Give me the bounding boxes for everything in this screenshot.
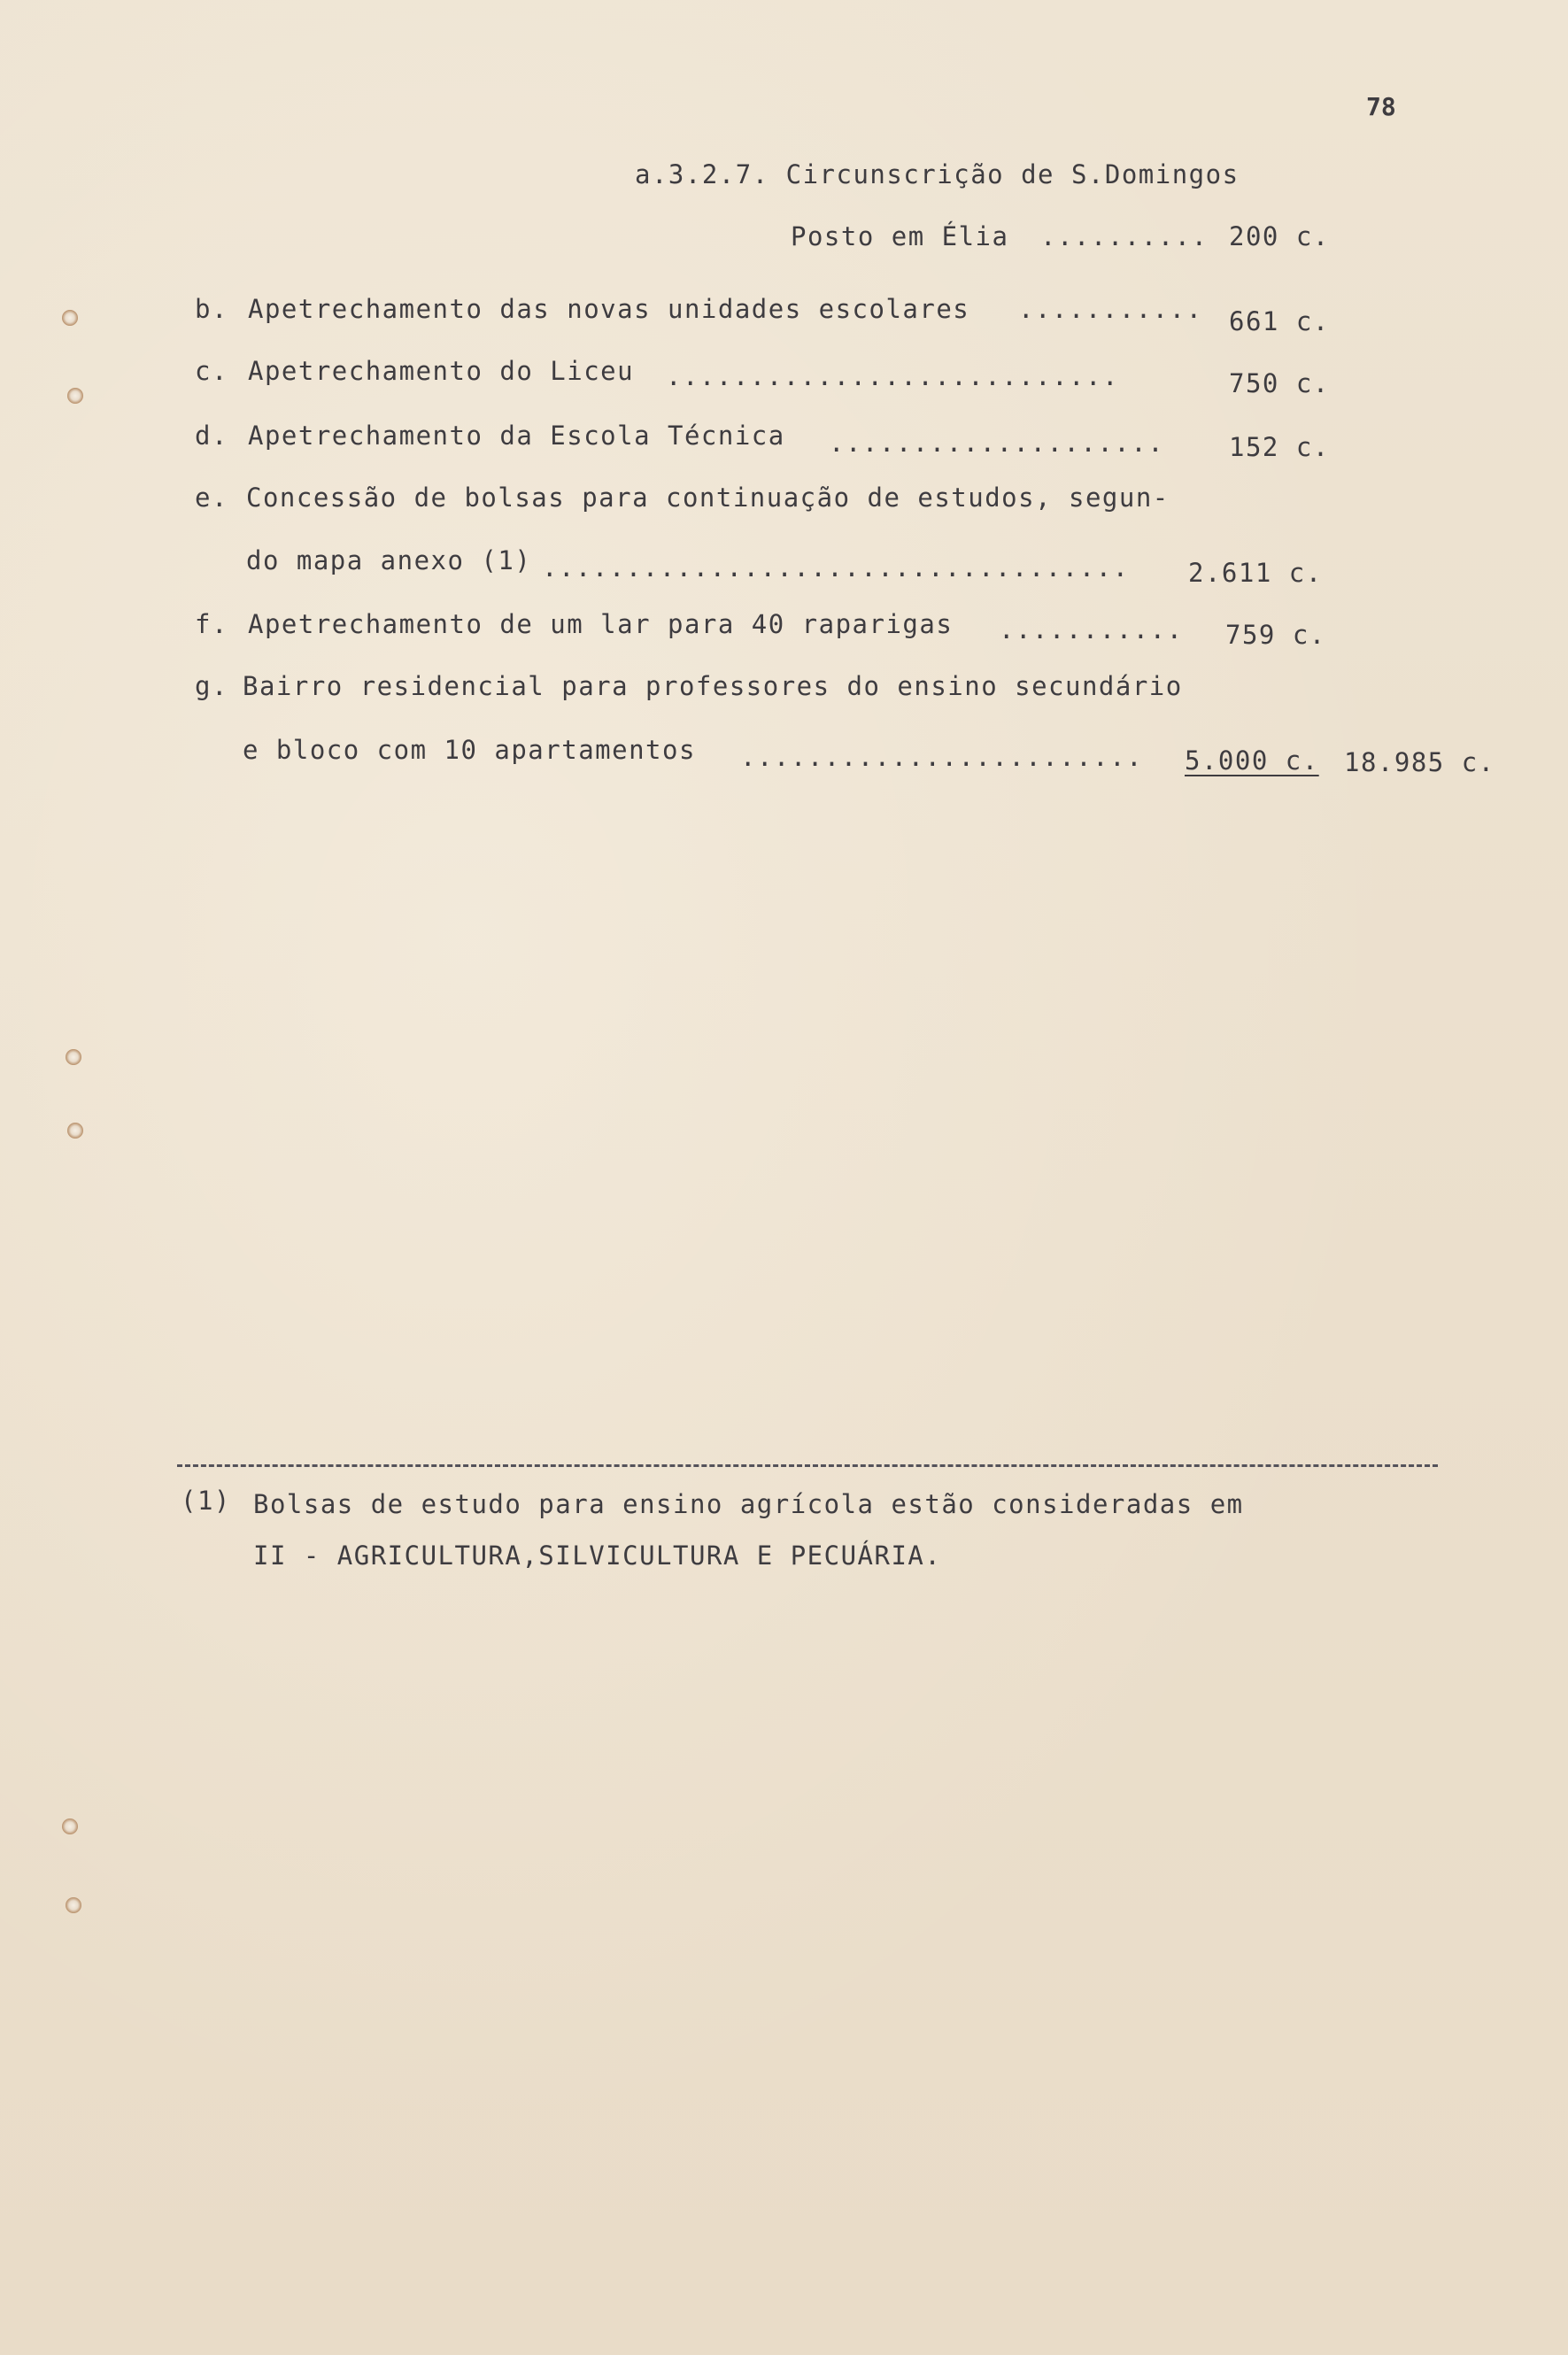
item-leader: ...........: [1018, 294, 1203, 324]
item-label: Apetrechamento das novas unidades escolares: [248, 294, 970, 324]
binding-hole: [66, 1897, 81, 1913]
item-leader: ...................................: [542, 552, 1130, 583]
item-value: 750 c.: [1229, 368, 1330, 398]
item-value: 5.000 c.: [1185, 745, 1319, 776]
item-label-continued: do mapa anexo (1): [246, 545, 532, 575]
item-letter: d.: [195, 421, 228, 451]
item-label: Apetrechamento de um lar para 40 raparigas: [248, 609, 954, 639]
posto-label: Posto em Élia: [791, 221, 1009, 251]
item-label-continued: e bloco com 10 apartamentos: [243, 735, 696, 765]
posto-leader: ..........: [1040, 221, 1209, 251]
item-label: Concessão de bolsas para continuação de estudos, segun-: [246, 483, 1170, 513]
item-letter: c.: [195, 356, 228, 386]
footnote-line-2: II - AGRICULTURA,SILVICULTURA E PECUÁRIA.: [253, 1540, 942, 1571]
binding-hole: [62, 310, 78, 326]
binding-hole: [62, 1818, 78, 1834]
item-leader: ....................: [829, 428, 1165, 458]
binding-hole: [66, 1049, 81, 1065]
item-label: Apetrechamento da Escola Técnica: [248, 421, 785, 451]
item-label: Bairro residencial para professores do ensino secundário: [243, 671, 1183, 701]
binding-hole: [67, 388, 83, 404]
grand-total: 18.985 c.: [1344, 747, 1495, 777]
section-heading: a.3.2.7. Circunscrição de S.Domingos: [635, 159, 1240, 189]
item-leader: ...........: [999, 614, 1184, 645]
footnote-marker: (1): [181, 1486, 231, 1516]
item-leader: ........................: [740, 742, 1144, 772]
item-letter: f.: [195, 609, 228, 639]
binding-hole: [67, 1123, 83, 1139]
item-letter: g.: [195, 671, 228, 701]
item-value: 2.611 c.: [1188, 558, 1323, 588]
footnote-separator: [177, 1464, 1438, 1467]
item-label: Apetrechamento do Liceu: [248, 356, 635, 386]
item-letter: b.: [195, 294, 228, 324]
item-value: 152 c.: [1229, 432, 1330, 462]
posto-value: 200 c.: [1229, 221, 1330, 251]
item-leader: ...........................: [666, 361, 1119, 391]
page-number: 78: [1366, 92, 1396, 121]
item-value: 759 c.: [1225, 620, 1326, 650]
item-letter: e.: [195, 483, 228, 513]
footnote-line-1: Bolsas de estudo para ensino agrícola estão consideradas em: [253, 1489, 1244, 1519]
item-value: 661 c.: [1229, 306, 1330, 336]
